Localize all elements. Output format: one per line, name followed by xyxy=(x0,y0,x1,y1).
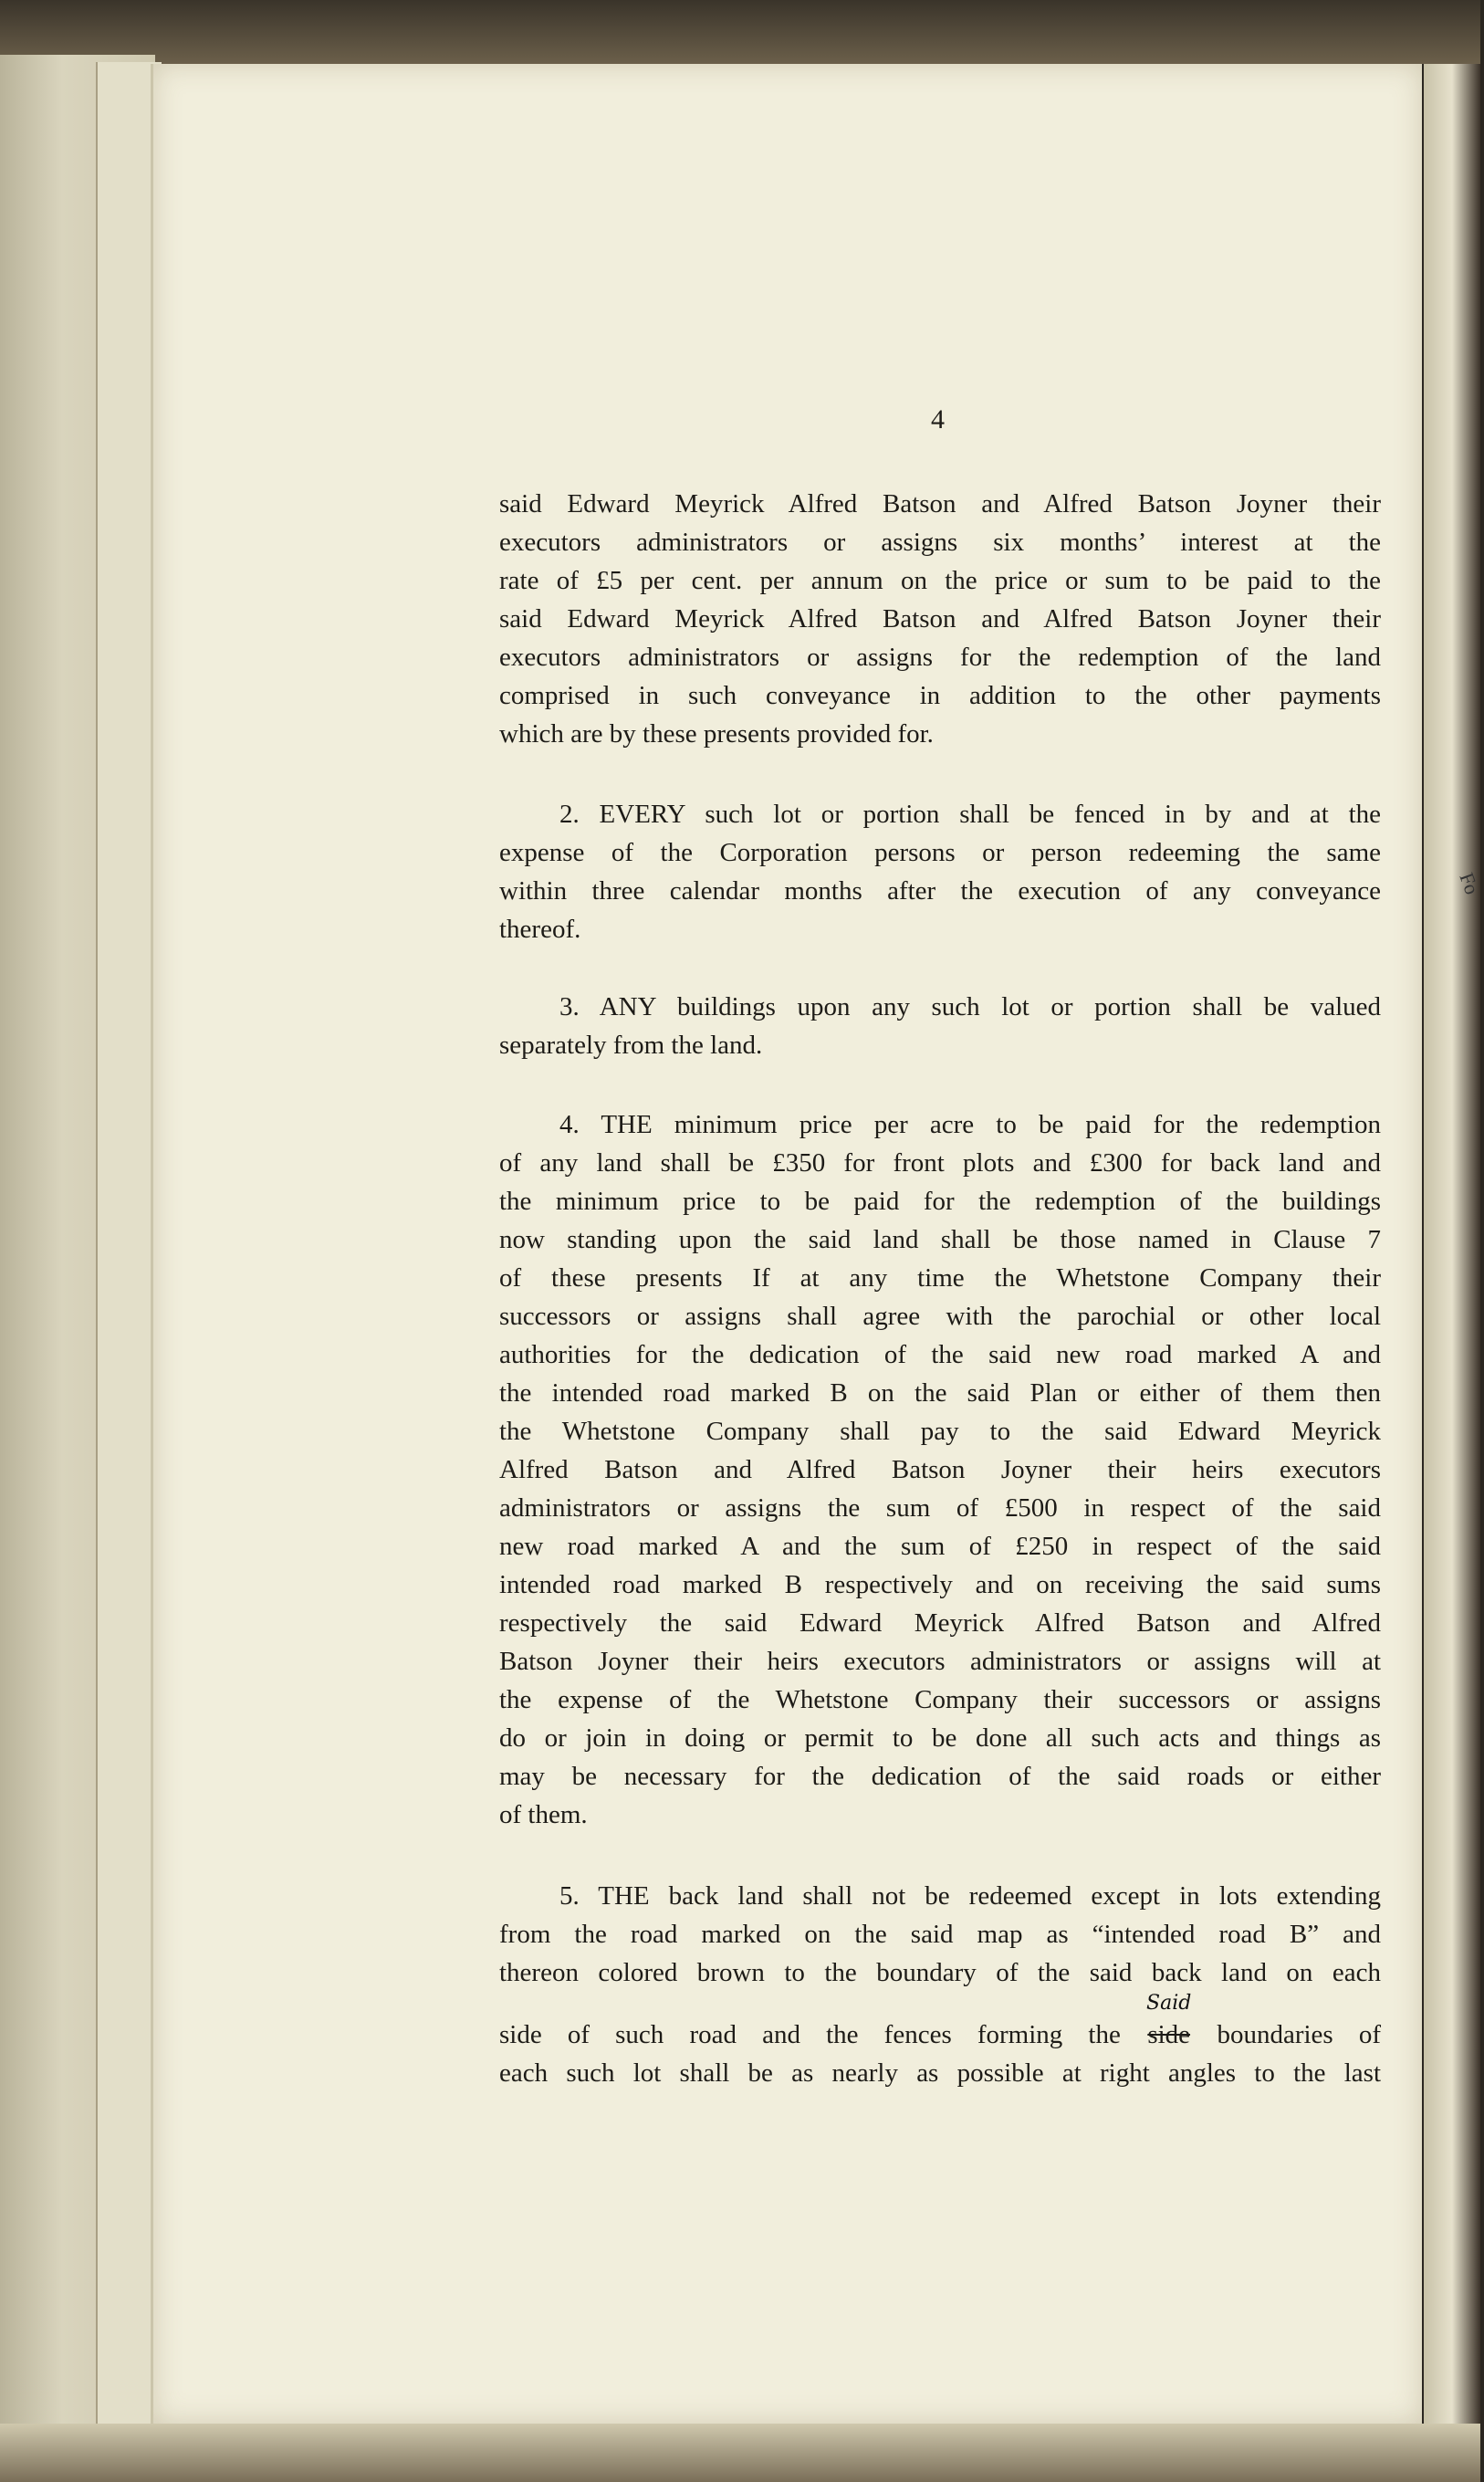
page-number: 4 xyxy=(931,404,945,435)
text-line: thereon colored brown to the boundary of the said back land on each xyxy=(499,1958,1381,1987)
text-line: the expense of the Whetstone Company their successors or assigns xyxy=(499,1685,1381,1714)
text-line: which are by these presents provided for. xyxy=(499,719,934,749)
binding-edge xyxy=(1424,64,1480,2437)
corrected-line xyxy=(499,1992,1381,2054)
text-line: of these presents If at any time the Whetstone Company their xyxy=(499,1263,1381,1293)
text-line: Alfred Batson and Alfred Batson Joyner their heirs executors xyxy=(499,1455,1381,1484)
text-line: thereof. xyxy=(499,915,581,944)
bottom-edge xyxy=(0,2424,1480,2482)
struck-word: side xyxy=(1147,2020,1191,2049)
text-line: may be necessary for the dedication of the said roads or either xyxy=(499,1762,1381,1791)
text-line: the minimum price to be paid for the redemption of the buildings xyxy=(499,1187,1381,1216)
paragraph-5 xyxy=(499,1877,1381,2092)
text-line: expense of the Corporation persons or person redeeming the same xyxy=(499,838,1381,867)
text-line: said Edward Meyrick Alfred Batson and Alfred Batson Joyner their xyxy=(499,604,1381,634)
text-line: from the road marked on the said map as “intended road B” and xyxy=(499,1920,1381,1949)
text-line: intended road marked B respectively and on receiving the said sums xyxy=(499,1570,1381,1599)
background-strip xyxy=(0,0,1480,64)
text-line: respectively the said Edward Meyrick Alfred Batson and Alfred xyxy=(499,1608,1381,1638)
text-line: new road marked A and the sum of £250 in respect of the said xyxy=(499,1532,1381,1561)
text-line: comprised in such conveyance in addition to the other payments xyxy=(499,681,1381,710)
margin-note: Fo xyxy=(1455,869,1484,898)
text-line: 4. THE minimum price per acre to be paid for the redemption xyxy=(559,1110,1381,1139)
text-line: separately from the land. xyxy=(499,1031,763,1060)
text-line: authorities for the dedication of the said new road marked A and xyxy=(499,1340,1381,1369)
paragraph-3 xyxy=(499,988,1381,1064)
text-line: administrators or assigns the sum of £500 in respect of the said xyxy=(499,1493,1381,1523)
paragraph-4 xyxy=(499,1105,1381,1834)
text-segment: side of such road and the fences forming the xyxy=(499,2020,1121,2049)
text-line: 2. EVERY such lot or portion shall be fenced in by and at the xyxy=(559,800,1381,829)
text-line: rate of £5 per cent. per annum on the price or sum to be paid to the xyxy=(499,566,1381,595)
text-line: 3. ANY buildings upon any such lot or portion shall be valued xyxy=(559,992,1381,1021)
handwritten-insertion: Said xyxy=(1146,1992,1192,2015)
text-line: Batson Joyner their heirs executors administrators or assigns will at xyxy=(499,1647,1381,1676)
correction xyxy=(1146,1992,1191,2054)
text-line: the intended road marked B on the said Plan or either of them then xyxy=(499,1378,1381,1408)
paragraph-1 xyxy=(499,485,1381,753)
text-line: said Edward Meyrick Alfred Batson and Alfred Batson Joyner their xyxy=(499,489,1381,518)
paragraph-2 xyxy=(499,795,1381,948)
text-line: executors administrators or assigns for the redemption of the land xyxy=(499,643,1381,672)
text-line: successors or assigns shall agree with the parochial or other local xyxy=(499,1302,1381,1331)
text-line: 5. THE back land shall not be redeemed except in lots extending xyxy=(559,1881,1381,1911)
text-line: within three calendar months after the execution of any conveyance xyxy=(499,876,1381,906)
text-line: do or join in doing or permit to be done all such acts and things as xyxy=(499,1723,1381,1753)
text-line: of any land shall be £350 for front plots and £300 for back land and xyxy=(499,1148,1381,1178)
text-line: of them. xyxy=(499,1800,588,1829)
text-line: now standing upon the said land shall be those named in Clause 7 xyxy=(499,1225,1381,1254)
text-segment: boundaries of xyxy=(1217,2020,1382,2049)
text-line: the Whetstone Company shall pay to the said Edward Meyrick xyxy=(499,1417,1381,1446)
text-line: executors administrators or assigns six months’ interest at the xyxy=(499,528,1381,557)
text-line: each such lot shall be as nearly as possible at right angles to the last xyxy=(499,2058,1381,2088)
